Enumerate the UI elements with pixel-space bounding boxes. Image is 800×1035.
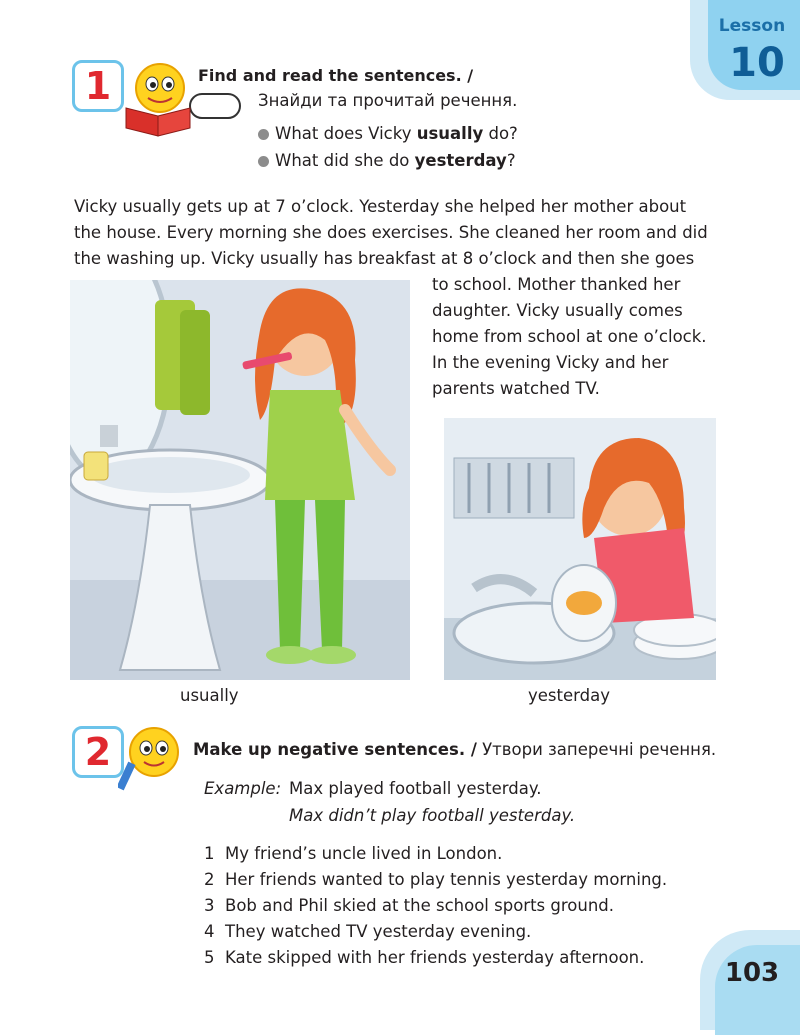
text-line: parents watched TV. [432,379,600,398]
reading-text-right [432,272,722,402]
list-item: 3 Bob and Phil skied at the school sports ground. [204,896,615,915]
bullet-question-1: What does Vicky usually do? [258,124,518,143]
bullet-icon [258,129,269,140]
exercise-1-number: 1 [72,60,124,112]
lesson-label: Lesson [718,16,786,36]
list-item: 4 They watched TV yesterday evening. [204,922,532,941]
washing-up-illustration [444,418,716,680]
sentence-list [204,844,684,974]
exercise-2-title-en: Make up negative sentences. / [193,740,477,759]
text-line: Vicky usually gets up at 7 o’clock. Yesterday she helped her mother about [74,197,687,216]
caption-usually: usually [180,686,239,705]
exercise-1-title: Find and read the sentences. / [198,66,474,85]
bullet-icon [258,156,269,167]
caption-yesterday: yesterday [528,686,610,705]
list-item: 2 Her friends wanted to play tennis yesterday morning. [204,870,668,889]
text-line: to school. Mother thanked her [432,275,681,294]
example-line-2: Max didn’t play football yesterday. [289,806,576,825]
text-line: the washing up. Vicky usually has breakfast at 8 o’clock and then she goes [74,249,695,268]
example-line-1: Max played football yesterday. [289,779,542,798]
text-line: daughter. Vicky usually comes [432,301,683,320]
text-line: the house. Every morning she does exercises. She cleaned her room and did [74,223,708,242]
page-number: 103 [724,958,780,988]
exercise-2-title-uk: Утвори заперечні речення. [476,740,717,759]
bathroom-illustration [70,280,410,680]
exercise-1-title-uk: Знайди та прочитай речення. [258,91,518,110]
list-item: 1 My friend’s uncle lived in London. [204,844,503,863]
exercise-2-title [193,740,716,759]
text-line: home from school at one o’clock. [432,327,707,346]
list-item: 5 Kate skipped with her friends yesterday afternoon. [204,948,645,967]
example-label: Example: [204,779,282,798]
text-line: In the evening Vicky and her [432,353,669,372]
exercise-2-number: 2 [72,726,124,778]
bullet-question-2: What did she do yesterday? [258,151,516,170]
lesson-number: 10 [729,40,785,86]
reading-text [74,194,714,272]
writing-smiley-icon [118,722,188,792]
